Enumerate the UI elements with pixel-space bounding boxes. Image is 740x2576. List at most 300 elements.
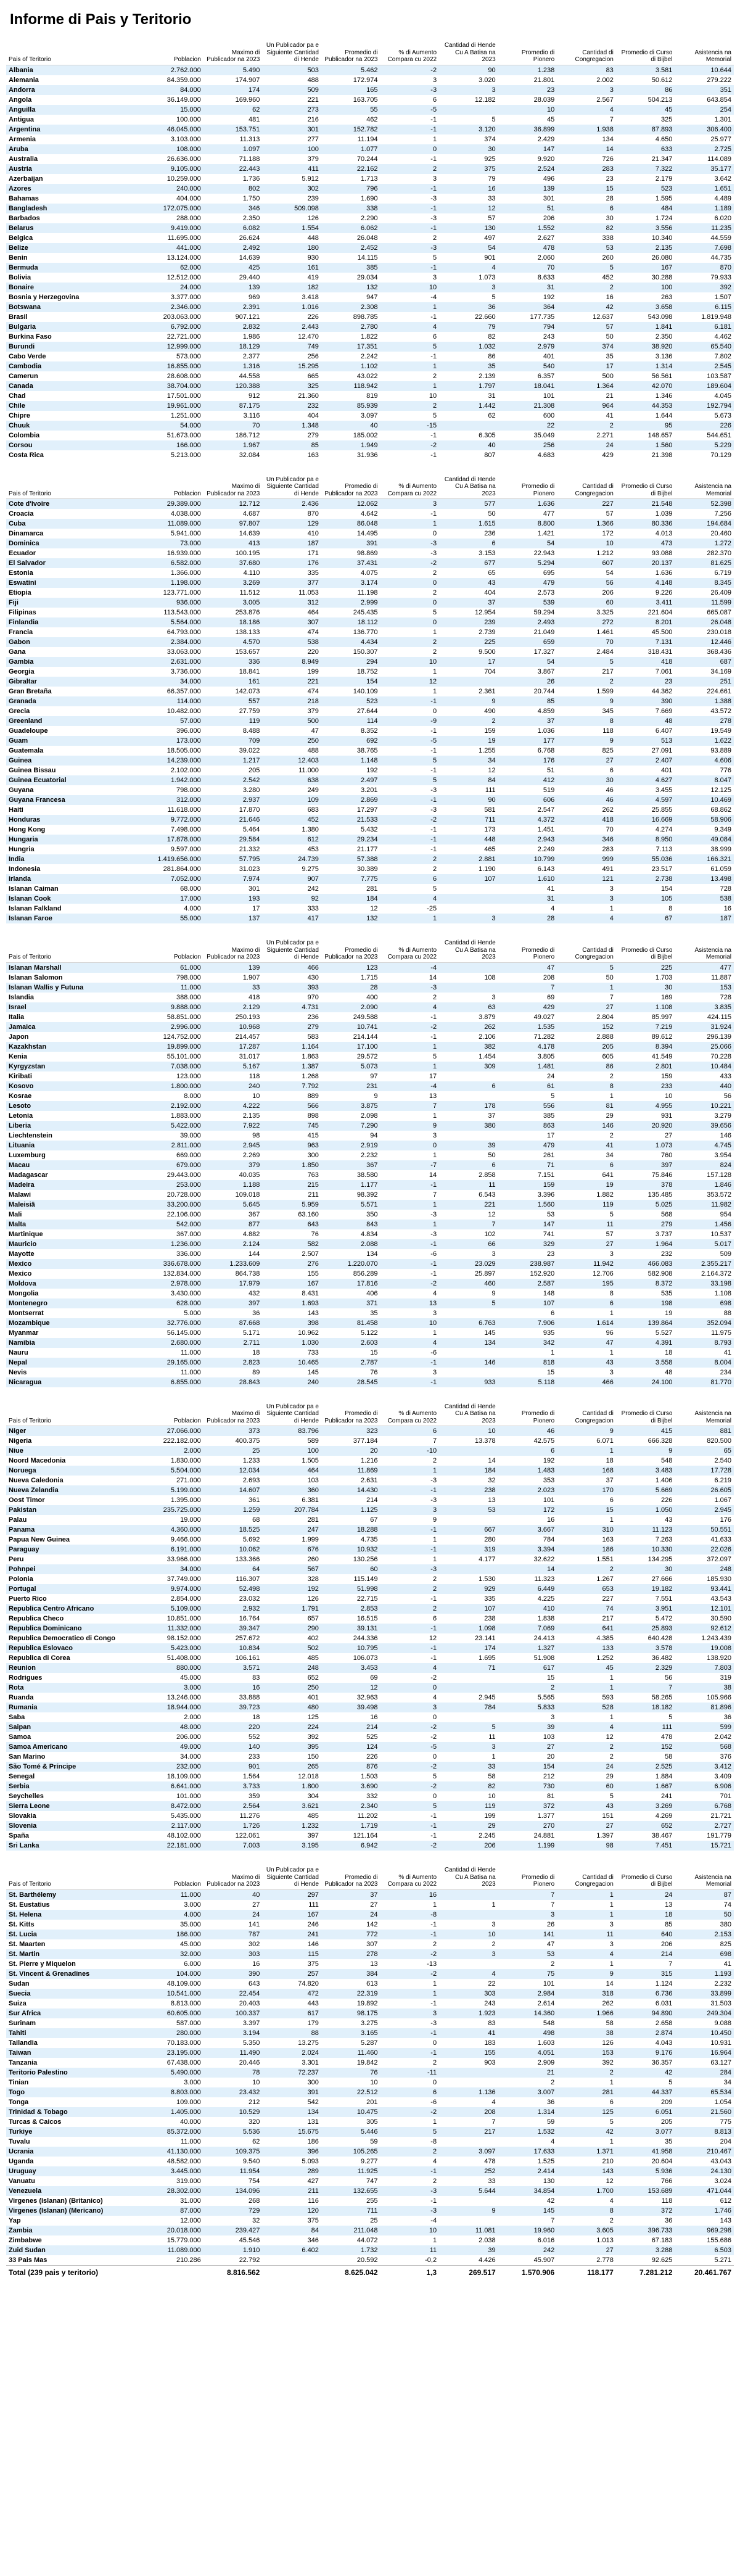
- table-cell: 1.198.000: [144, 578, 204, 588]
- country-name: Guam: [6, 736, 144, 746]
- country-name: Lituania: [6, 1141, 144, 1150]
- table-cell: 255: [366, 2197, 378, 2205]
- table-cell: 2: [557, 2068, 616, 2078]
- table-cell: 21.177: [356, 846, 378, 853]
- column-header: Un Publicador pa e Siguiente Cantidad di Hende: [262, 938, 321, 962]
- total-cell: [144, 2265, 204, 2279]
- table-cell: 221.604: [648, 609, 673, 616]
- table-cell: 954: [720, 1210, 731, 1218]
- table-cell: 221: [307, 96, 319, 104]
- table-cell: 260: [307, 1556, 319, 1563]
- table-cell: 22: [488, 1979, 496, 1988]
- country-name: Antigua: [9, 115, 34, 123]
- table-cell: 3.835: [675, 1002, 734, 1012]
- table-cell: 29.234: [321, 835, 380, 844]
- table-cell: 2.811.000: [144, 1141, 204, 1150]
- table-cell: 6: [609, 1496, 614, 1504]
- table-cell: 144: [248, 1250, 260, 1258]
- table-cell: 42: [546, 2197, 555, 2205]
- table-cell: 40.000: [180, 2118, 201, 2126]
- table-cell: 593: [602, 1694, 614, 1701]
- table-cell: 33.198: [675, 1279, 734, 1289]
- table-cell: 5.571: [321, 1200, 380, 1210]
- table-cell: 152.920: [530, 1269, 555, 1278]
- table-cell: 453: [307, 846, 319, 853]
- table-cell: 38: [557, 2028, 616, 2038]
- table-cell: 2: [491, 1940, 496, 1948]
- table-row: [6, 687, 734, 696]
- table-cell: 856.289: [353, 1269, 378, 1278]
- table-cell: 100: [262, 1446, 321, 1456]
- table-cell: 1: [609, 1309, 614, 1317]
- table-cell: 4: [380, 322, 440, 332]
- country-name: Senegal: [9, 1773, 35, 1780]
- table-cell: 217: [602, 1615, 614, 1622]
- table-cell: 186.712: [235, 431, 260, 439]
- table-cell: -3: [430, 2019, 437, 2027]
- table-cell: 263: [661, 293, 673, 301]
- country-name: Belgica: [9, 234, 33, 242]
- table-cell: 33.200.000: [144, 1200, 204, 1210]
- table-cell: 10.962: [298, 1329, 319, 1337]
- table-cell: -1: [430, 747, 437, 754]
- column-header: Pais of Teritorio: [6, 475, 144, 499]
- table-cell: 6: [380, 1426, 440, 1437]
- table-cell: 206: [602, 589, 614, 597]
- country-name: Suiza: [9, 1999, 27, 2007]
- table-cell: 1.882: [596, 1191, 614, 1199]
- table-cell: 58.265: [651, 1694, 673, 1701]
- table-cell: 49.084: [675, 835, 734, 844]
- table-cell: -2: [380, 558, 440, 568]
- table-cell: 367: [248, 1210, 260, 1218]
- table-cell: 36.149.000: [166, 96, 201, 104]
- table-cell: 172: [602, 530, 614, 537]
- table-cell: 206.000: [176, 1733, 201, 1741]
- table-row: [6, 1456, 734, 1466]
- table-cell: 281: [366, 885, 378, 893]
- table-cell: 970: [307, 993, 319, 1001]
- table-cell: 589: [307, 1437, 319, 1445]
- table-cell: 653: [557, 1584, 616, 1594]
- table-row: [6, 1643, 734, 1653]
- table-cell: 5: [557, 657, 616, 667]
- table-cell: 6: [609, 767, 614, 774]
- table-row: [6, 312, 734, 322]
- table-cell: 523: [321, 696, 380, 706]
- country-name: Luxemburg: [9, 1151, 46, 1159]
- table-cell: 329: [498, 1239, 557, 1249]
- country-name: Vanuatu: [9, 2177, 35, 2185]
- table-cell: 21.548: [616, 499, 675, 510]
- table-cell: -1: [430, 1832, 437, 1839]
- table-row: [6, 184, 734, 194]
- country-name: Nauru: [9, 1348, 28, 1356]
- table-cell: 17: [439, 657, 498, 667]
- table-cell: 48.000: [144, 1722, 204, 1732]
- table-cell: 1.907: [242, 973, 260, 981]
- table-cell: 1: [380, 361, 440, 371]
- table-cell: 5.645: [204, 1200, 263, 1210]
- table-row: [6, 1564, 734, 1574]
- table-cell: 2.135: [616, 243, 675, 253]
- table-cell: 4: [432, 1694, 437, 1701]
- table-cell: 1.388: [675, 696, 734, 706]
- table-row: [6, 65, 734, 75]
- table-cell: 20.460: [710, 530, 731, 537]
- table-cell: 206: [543, 214, 555, 222]
- table-cell: 500: [602, 372, 614, 380]
- table-cell: 5.229: [675, 440, 734, 450]
- table-cell: 1.405.000: [144, 2107, 204, 2117]
- table-cell: [439, 962, 498, 973]
- table-row: [6, 1979, 734, 1989]
- table-cell: [439, 983, 498, 993]
- table-cell: 49.027: [533, 1013, 555, 1021]
- table-row: [6, 578, 734, 588]
- table-cell: 509: [720, 1250, 731, 1258]
- table-cell: 65: [488, 569, 496, 577]
- table-cell: 6: [432, 332, 437, 341]
- table-cell: 433: [720, 1072, 731, 1080]
- table-cell: 10: [498, 105, 557, 115]
- table-cell: 186.000: [144, 1930, 204, 1939]
- table-cell: 933: [439, 1377, 498, 1387]
- table-row: [6, 2038, 734, 2048]
- table-cell: 392: [675, 283, 734, 292]
- table-cell: 236: [307, 1013, 319, 1021]
- table-cell: 89: [252, 1368, 260, 1376]
- table-cell: 240: [262, 1377, 321, 1387]
- table-cell: 633: [616, 144, 675, 154]
- table-cell: 687: [675, 657, 734, 667]
- table-cell: 58.906: [675, 815, 734, 825]
- table-cell: 1.610: [498, 874, 557, 884]
- table-cell: 728: [720, 993, 731, 1001]
- table-cell: 652: [307, 1674, 319, 1682]
- table-cell: 148: [543, 1289, 555, 1297]
- table-cell: 10.340: [651, 234, 673, 242]
- table-cell: 479: [498, 1141, 557, 1150]
- table-cell: 5: [491, 115, 496, 123]
- table-row: [6, 1426, 734, 1437]
- table-cell: -1: [380, 184, 440, 194]
- table-cell: 59: [546, 2118, 555, 2126]
- table-row: [6, 1495, 734, 1505]
- table-cell: 191.779: [707, 1832, 731, 1839]
- country-name: Brasil: [9, 313, 28, 321]
- table-cell: 9: [374, 1092, 378, 1100]
- table-cell: 249.588: [353, 1013, 378, 1021]
- table-cell: 119: [557, 1200, 616, 1210]
- table-cell: 1.530: [479, 1575, 496, 1583]
- table-cell: 3.194: [204, 2028, 263, 2038]
- table-row: [6, 1022, 734, 1032]
- table-cell: 11.123: [616, 1525, 675, 1535]
- table-cell: 11.276: [239, 1812, 260, 1820]
- table-cell: 125: [307, 1714, 319, 1721]
- table-cell: 3: [380, 2008, 440, 2018]
- table-cell: 21: [498, 2068, 557, 2078]
- table-cell: 10.537: [710, 1230, 731, 1238]
- table-cell: -4: [430, 2216, 437, 2224]
- table-cell: [439, 1091, 498, 1101]
- table-cell: 3.136: [655, 352, 673, 360]
- table-cell: 67.438.000: [166, 2058, 201, 2066]
- table-cell: 1: [380, 1220, 440, 1229]
- table-cell: 889: [307, 1092, 319, 1100]
- country-name: India: [6, 854, 144, 864]
- table-cell: 0: [380, 1683, 440, 1693]
- table-row: [6, 2028, 734, 2038]
- table-cell: 12.470: [298, 332, 319, 341]
- table-cell: 583: [307, 1033, 319, 1041]
- table-cell: 7.113: [656, 846, 673, 853]
- table-cell: 7.451: [616, 1841, 675, 1851]
- table-cell: 35.177: [675, 164, 734, 174]
- table-cell: 5.644: [439, 2186, 498, 2196]
- table-cell: 187: [675, 914, 734, 923]
- table-cell: 79: [439, 322, 498, 332]
- table-cell: 3.269: [616, 1801, 675, 1811]
- table-cell: 412: [498, 775, 557, 785]
- table-cell: 148.657: [648, 431, 673, 439]
- table-cell: 141: [248, 1920, 260, 1928]
- table-cell: 42: [557, 2127, 616, 2137]
- table-cell: 500: [262, 716, 321, 726]
- table-cell: -1: [380, 1525, 440, 1535]
- table-cell: 1.073: [616, 1141, 675, 1150]
- country-name: Myanmar: [9, 1329, 39, 1337]
- table-cell: 12: [370, 905, 378, 912]
- table-cell: 301: [248, 885, 260, 893]
- table-cell: 315: [616, 1969, 675, 1979]
- country-name: Kosrae: [9, 1092, 32, 1100]
- table-cell: 1.750: [242, 194, 260, 202]
- table-cell: 20.446: [239, 2058, 260, 2066]
- table-cell: 6.016: [537, 2236, 555, 2244]
- table-row: [6, 726, 734, 736]
- table-cell: 9.176: [616, 2048, 675, 2058]
- table-cell: 100.337: [204, 2008, 263, 2018]
- table-cell: 1.693: [262, 1298, 321, 1308]
- column-header: Promedio di Curso di Bijbel: [616, 1865, 675, 1889]
- country-name: Colombia: [9, 431, 40, 439]
- table-cell: 16.764: [239, 1615, 260, 1622]
- table-cell: 346: [557, 835, 616, 844]
- table-cell: 204: [720, 2137, 731, 2145]
- table-cell: 19: [557, 1180, 616, 1190]
- table-cell: 39.000: [180, 1131, 201, 1139]
- country-name: Hungria: [9, 846, 35, 853]
- table-cell: 0: [432, 1793, 437, 1800]
- table-cell: 396.733: [616, 2226, 675, 2235]
- table-cell: 157.128: [707, 1171, 731, 1179]
- table-cell: 178: [439, 1101, 498, 1111]
- table-cell: 5.564.000: [144, 617, 204, 627]
- table-cell: 3.483: [616, 1466, 675, 1476]
- table-cell: 665.087: [707, 609, 731, 616]
- table-cell: 481: [248, 115, 260, 123]
- table-cell: 3: [557, 85, 616, 95]
- table-cell: 42.575: [533, 1437, 555, 1445]
- table-cell: 13.378: [475, 1437, 496, 1445]
- table-cell: 404: [484, 589, 496, 597]
- table-cell: 9.088: [714, 2019, 731, 2027]
- table-cell: 38.704.000: [144, 381, 204, 391]
- table-cell: 19: [665, 1309, 673, 1317]
- table-cell: 4.391: [616, 1338, 675, 1348]
- table-cell: 1.098: [439, 1624, 498, 1633]
- table-cell: 27: [557, 1002, 616, 1012]
- table-row: [6, 1338, 734, 1348]
- table-cell: 1.841: [616, 322, 675, 332]
- table-row: [6, 1673, 734, 1683]
- table-row: [6, 657, 734, 667]
- table-cell: 54: [498, 657, 557, 667]
- table-cell: -8: [380, 1910, 440, 1920]
- table-cell: 247: [262, 1525, 321, 1535]
- table-cell: 5.109.000: [144, 1604, 204, 1614]
- table-cell: 2.135: [242, 1112, 260, 1120]
- table-cell: 9: [491, 1289, 496, 1297]
- table-cell: 733: [307, 1348, 319, 1356]
- table-cell: 6.051: [616, 2107, 675, 2117]
- table-cell: 34.000: [144, 1564, 204, 1574]
- table-cell: -3: [430, 550, 437, 557]
- country-name: Islanan Caiman: [9, 885, 59, 893]
- table-cell: 380: [439, 1121, 498, 1131]
- table-cell: 318: [557, 1989, 616, 1999]
- table-cell: 19.549: [710, 727, 731, 735]
- table-row: [6, 766, 734, 775]
- table-cell: 256: [307, 352, 319, 360]
- column-header: Promedio di Publicador na 2023: [321, 1402, 380, 1426]
- table-cell: 115: [262, 1949, 321, 1959]
- table-cell: 2.603: [321, 1338, 380, 1348]
- table-cell: 523: [616, 184, 675, 194]
- table-cell: 82: [488, 332, 496, 341]
- table-cell: 65.540: [675, 342, 734, 352]
- table-cell: 8.372: [616, 1279, 675, 1289]
- table-cell: 443: [307, 1999, 319, 2007]
- table-cell: 13: [665, 1901, 673, 1909]
- table-cell: 101: [543, 1496, 555, 1504]
- table-cell: 319: [439, 1545, 498, 1554]
- table-cell: 6.381: [302, 1496, 319, 1504]
- table-cell: 8: [557, 2206, 616, 2216]
- table-cell: 12: [488, 1210, 496, 1218]
- table-cell: 13.124.000: [166, 254, 201, 262]
- country-name: Bosnia y Herzegovina: [9, 293, 80, 301]
- table-cell: 617: [262, 2008, 321, 2018]
- table-cell: 13.246.000: [166, 1694, 201, 1701]
- table-cell: 4.859: [537, 708, 555, 715]
- country-name: Pakistan: [6, 1505, 144, 1515]
- table-cell: 167: [262, 1279, 321, 1289]
- country-name: Rumania: [6, 1703, 144, 1712]
- table-cell: 37: [498, 716, 557, 726]
- table-cell: 40.035: [239, 1171, 260, 1179]
- country-name: Maleisiä: [6, 1200, 144, 1210]
- table-cell: 250.193: [235, 1013, 260, 1021]
- table-cell: 3.412: [675, 1762, 734, 1772]
- table-cell: 28.302.000: [144, 2186, 204, 2196]
- table-cell: 71.188: [239, 155, 260, 163]
- table-cell: 336.000: [176, 1250, 201, 1258]
- table-row: [6, 1920, 734, 1930]
- table-cell: 568: [675, 1742, 734, 1752]
- table-cell: 385: [321, 263, 380, 273]
- table-cell: 256: [498, 440, 557, 450]
- table-cell: 1.797: [439, 381, 498, 391]
- table-cell: 85: [262, 440, 321, 450]
- country-name: Nueva Caledonia: [9, 1477, 64, 1484]
- table-cell: 401: [543, 352, 555, 360]
- table-cell: 1.910: [204, 2245, 263, 2255]
- table-row: [6, 805, 734, 815]
- table-cell: 497: [484, 234, 496, 242]
- table-cell: 2.823: [204, 1358, 263, 1368]
- table-cell: 1.923: [439, 2008, 498, 2018]
- table-cell: 338: [602, 234, 614, 242]
- table-cell: 12: [488, 767, 496, 774]
- table-cell: 145: [307, 1368, 319, 1376]
- column-header: Cantidad di Hende Cu A Batisa na 2023: [439, 1865, 498, 1889]
- table-cell: 4.642: [360, 510, 378, 518]
- table-cell: 802: [204, 184, 263, 194]
- table-cell: 56: [723, 1092, 731, 1100]
- table-cell: 11.599: [675, 598, 734, 608]
- country-name: Kiribati: [9, 1072, 32, 1080]
- table-row: [6, 2048, 734, 2058]
- table-cell: 92.625: [651, 2256, 673, 2264]
- table-cell: 10.484: [675, 1062, 734, 1071]
- table-cell: 7: [668, 1960, 673, 1968]
- table-cell: [439, 884, 498, 894]
- table-cell: 7.803: [675, 1663, 734, 1673]
- country-name: Puerto Rico: [9, 1595, 47, 1603]
- country-table: [6, 41, 734, 460]
- table-cell: 65: [675, 1446, 734, 1456]
- table-cell: 2.384.000: [144, 637, 204, 647]
- table-cell: 9.597.000: [170, 846, 201, 853]
- table-row: [6, 1052, 734, 1062]
- table-cell: 3.097: [360, 411, 378, 419]
- country-name: Nepal: [6, 1358, 144, 1368]
- table-cell: 38.467: [651, 1832, 673, 1839]
- table-cell: 34: [606, 1151, 614, 1159]
- country-name: Grecia: [9, 708, 30, 715]
- table-cell: 100.195: [235, 550, 260, 557]
- table-cell: 336: [204, 657, 263, 667]
- table-cell: 20.018.000: [144, 2226, 204, 2235]
- table-cell: 3.279: [714, 1112, 731, 1120]
- table-cell: 12.000: [180, 2216, 201, 2224]
- table-cell: 1.067: [714, 1496, 731, 1504]
- table-row: [6, 263, 734, 273]
- table-row: [6, 1525, 734, 1535]
- table-cell: 18: [606, 1457, 614, 1464]
- table-cell: 10.968: [204, 1022, 263, 1032]
- table-cell: 11.089.000: [144, 2245, 204, 2255]
- table-cell: 19.960: [498, 2226, 557, 2235]
- table-cell: 173: [484, 826, 496, 833]
- table-cell: 3.867: [537, 668, 555, 675]
- table-cell: 478: [661, 1733, 673, 1741]
- table-row: [6, 332, 734, 342]
- table-row: [6, 1841, 734, 1851]
